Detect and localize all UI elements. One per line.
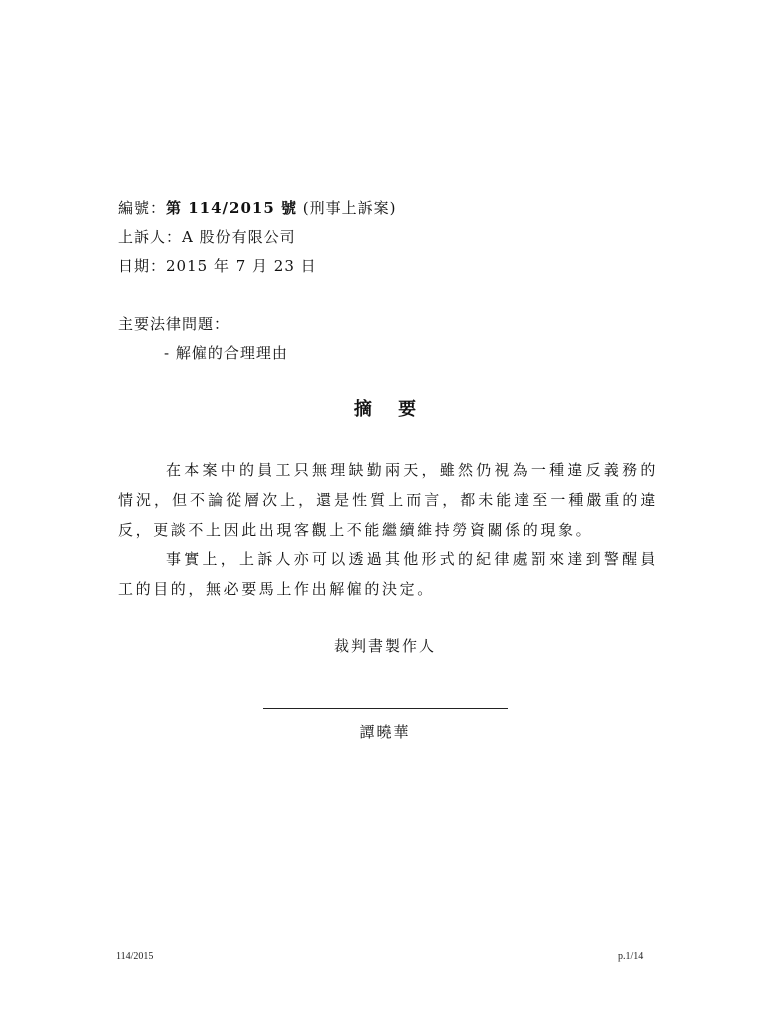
- date-line: [118, 256, 317, 276]
- summary-paragraph: 在本案中的員工只無理缺勤兩天，雖然仍視為一種違反義務的情況，但不論從層次上，還是性質上而言，都未能達至一種嚴重的違反，更談不上因此出現客觀上不能繼續維持勞資關係的現象。: [118, 461, 658, 539]
- case-number-line: [118, 198, 397, 218]
- case-number-label: 編號：: [118, 199, 167, 217]
- case-type: (刑事上訴案): [302, 199, 397, 217]
- footer-page-number: p.1/14: [618, 951, 644, 962]
- summary-title: 摘 要: [353, 399, 427, 420]
- footer-case-number: 114/2015: [116, 951, 154, 962]
- signature-line: [263, 708, 508, 709]
- judgment-maker-label: 裁判書製作人: [333, 637, 436, 655]
- appellant-line: [118, 227, 296, 247]
- legal-issues-heading: 主要法律問題：: [118, 315, 231, 333]
- date-value: 2015 年 7 月 23 日: [166, 257, 317, 275]
- appellant-label: 上訴人：: [118, 228, 183, 246]
- case-number: 第 114/2015 號: [166, 199, 297, 217]
- judgment-maker-name: 譚曉華: [359, 723, 411, 741]
- legal-issue-item: - 解僱的合理理由: [164, 344, 288, 362]
- appellant-value: A 股份有限公司: [182, 228, 296, 246]
- date-label: 日期：: [118, 257, 167, 275]
- summary-paragraph: 事實上，上訴人亦可以透過其他形式的紀律處罰來達到警醒員工的目的，無必要馬上作出解僱的決定。: [118, 550, 658, 598]
